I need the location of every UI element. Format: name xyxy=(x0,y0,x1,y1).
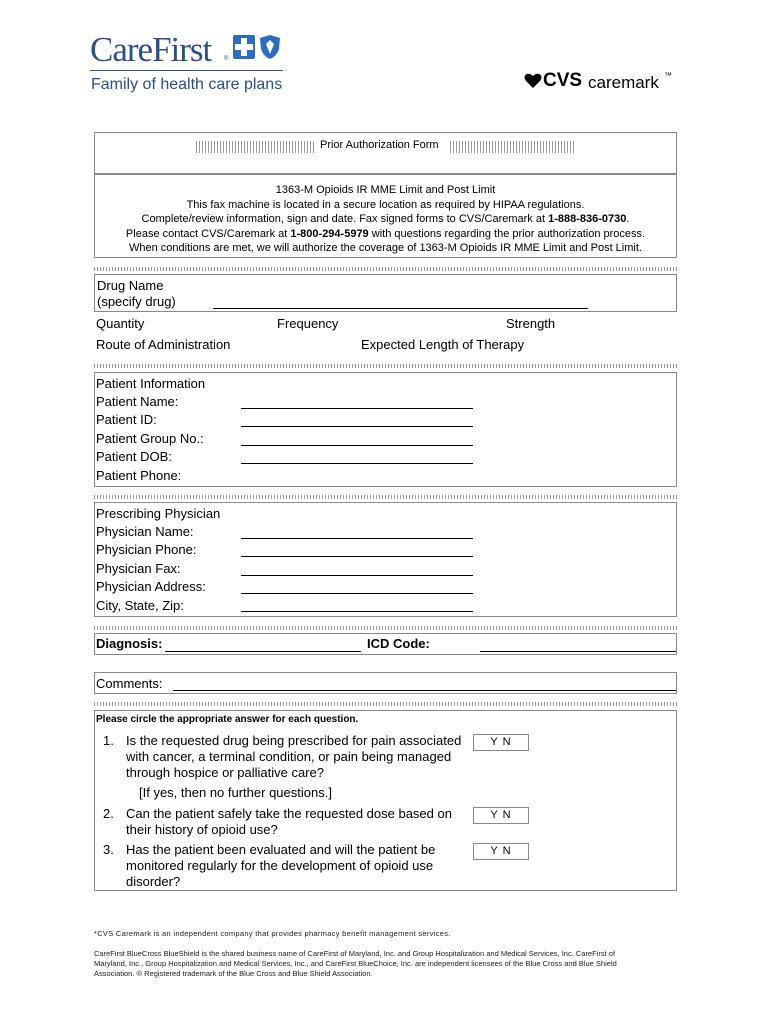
comments-field[interactable] xyxy=(173,690,676,691)
patient-group-field[interactable] xyxy=(241,445,473,446)
physician-heading: Prescribing Physician xyxy=(96,506,221,521)
separator-5 xyxy=(94,702,677,706)
tagline: Family of health care plans xyxy=(91,76,283,93)
intro-hipaa: This fax machine is located in a secure location as required by HIPAA regulations. xyxy=(186,198,585,211)
icd-code-label: ICD Code: xyxy=(367,636,430,651)
legal-text: CareFirst BlueCross BlueShield is the shared business name of CareFirst of Maryland, Inc. and Group Hospitalization and Medical Services, Inc. CareFirst of Maryland, Inc., Group Hospitalization and Medical Services, Inc., and CareFirst BlueChoice, Inc. are independent licensees of the Blue Cross and Blue Shield Association. ® Registered trademark of the Blue Cross and Blue Shield Association. xyxy=(94,949,617,978)
drug-name-field[interactable] xyxy=(213,308,588,309)
diagnosis-label: Diagnosis: xyxy=(96,636,163,651)
patient-phone-label: Patient Phone: xyxy=(96,468,182,483)
blue-cross-icon xyxy=(233,35,255,59)
separator-2 xyxy=(94,364,677,368)
physician-city-label: City, State, Zip: xyxy=(96,598,184,613)
strength-label: Strength xyxy=(506,316,556,331)
patient-name-label: Patient Name: xyxy=(96,394,179,409)
diagnosis-box xyxy=(94,633,677,655)
physician-address-field[interactable] xyxy=(241,593,473,594)
question-1-answer[interactable]: Y N xyxy=(473,734,529,751)
heart-icon xyxy=(524,73,542,89)
questions-instruction: Please circle the appropriate answer for each question. xyxy=(96,714,359,725)
intro-conditions: When conditions are met, we will authorize the coverage of 1363-M Opioids IR MME Limit and Post Limit. xyxy=(129,242,642,254)
cvs-disclaimer: *CVS Caremark is an independent company that provides pharmacy benefit management services. xyxy=(94,929,451,938)
physician-name-label: Physician Name: xyxy=(96,524,194,539)
therapy-length-label: Expected Length of Therapy xyxy=(361,337,525,352)
patient-heading: Patient Information xyxy=(96,376,206,391)
question-1-text: Is the requested drug being prescribed for pain associated with cancer, a terminal condition, or pain being managed through hospice or palliative care? xyxy=(126,733,462,780)
question-3-number: 3. xyxy=(103,842,114,857)
intro-box xyxy=(94,174,677,258)
patient-box xyxy=(94,372,677,487)
blue-shield-icon xyxy=(259,34,281,60)
question-3-answer[interactable]: Y N xyxy=(473,843,529,860)
hatch-left xyxy=(196,141,314,153)
cvs-wordmark: CVS xyxy=(543,70,583,91)
physician-phone-field[interactable] xyxy=(241,556,473,557)
quantity-label: Quantity xyxy=(96,316,145,331)
registered-mark: ® xyxy=(224,56,229,62)
questions-box xyxy=(94,710,677,891)
cvs-caremark-logo xyxy=(524,70,684,96)
physician-box xyxy=(94,502,677,617)
physician-address-label: Physician Address: xyxy=(96,579,206,594)
intro-fax: Complete/review information, sign and date. Fax signed forms to CVS/Caremark at 1-888-836-0730. xyxy=(141,213,630,225)
question-2-text: Can the patient safely take the requested dose based on their history of opioid use? xyxy=(126,806,452,837)
specify-drug-label: (specify drug) xyxy=(97,294,176,309)
question-1-number: 1. xyxy=(103,733,114,748)
phone-number: 1-800-294-5979 xyxy=(290,227,369,240)
separator-4 xyxy=(94,626,677,630)
patient-group-label: Patient Group No.: xyxy=(96,431,204,446)
caremark-wordmark: caremark xyxy=(588,73,659,92)
patient-name-field[interactable] xyxy=(241,408,473,409)
intro-drug-title: 1363-M Opioids IR MME Limit and Post Limit xyxy=(275,184,496,196)
patient-id-label: Patient ID: xyxy=(96,412,157,427)
icd-code-field[interactable] xyxy=(480,651,676,652)
question-2-answer[interactable]: Y N xyxy=(473,807,529,824)
carefirst-logo xyxy=(90,30,290,96)
frequency-label: Frequency xyxy=(277,316,339,331)
separator-3 xyxy=(94,495,677,499)
drug-box xyxy=(94,274,677,312)
physician-name-field[interactable] xyxy=(241,538,473,539)
physician-fax-field[interactable] xyxy=(241,575,473,576)
comments-box xyxy=(94,672,677,694)
fax-number: 1-888-836-0730 xyxy=(548,213,627,225)
title-box xyxy=(94,132,677,174)
carefirst-wordmark: CareFirst xyxy=(90,30,212,69)
patient-dob-field[interactable] xyxy=(241,463,473,464)
patient-id-field[interactable] xyxy=(241,426,473,427)
form-title: Prior Authorization Form xyxy=(320,139,439,151)
physician-fax-label: Physician Fax: xyxy=(96,561,181,576)
physician-phone-label: Physician Phone: xyxy=(96,542,197,557)
hatch-right xyxy=(450,141,574,153)
question-2-number: 2. xyxy=(103,806,114,821)
drug-name-label: Drug Name xyxy=(97,278,164,293)
physician-city-field[interactable] xyxy=(241,611,473,612)
intro-contact: Please contact CVS/Caremark at 1-800-294-5979 with questions regarding the prior authorization process. xyxy=(125,227,646,240)
trademark: ™ xyxy=(664,71,672,80)
comments-label: Comments: xyxy=(96,676,163,691)
question-3-text: Has the patient been evaluated and will the patient be monitored regularly for the development of opioid use disorder? xyxy=(126,842,436,889)
diagnosis-field[interactable] xyxy=(165,651,361,652)
question-1-note: [If yes, then no further questions.] xyxy=(139,785,332,800)
separator-1 xyxy=(94,267,677,271)
logo-divider xyxy=(90,70,283,71)
patient-dob-label: Patient DOB: xyxy=(96,449,172,464)
route-label: Route of Administration xyxy=(96,337,231,352)
